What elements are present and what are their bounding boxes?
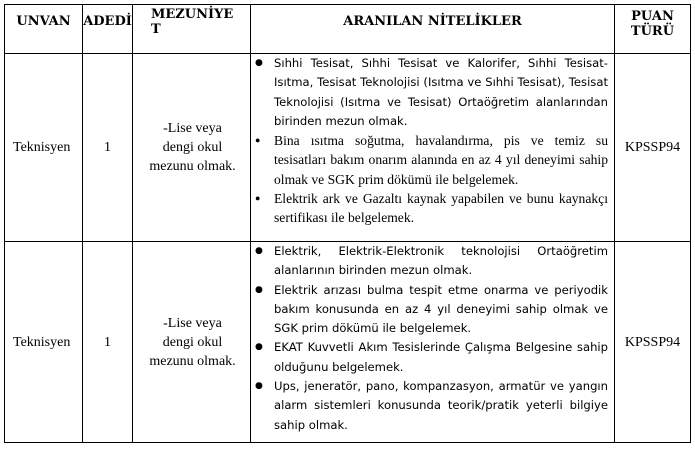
requirements-cell [251,54,615,242]
mezuniyet-cell [133,54,251,242]
mezuniyet-line: -Lise veya [163,121,222,136]
adet-cell: 1 [83,242,133,443]
mezuniyet-cell [133,242,251,443]
job-requirements-table [4,4,691,443]
puan-cell: KPSSP94 [615,242,691,443]
mezuniyet-line: dengi okul [162,334,223,350]
header-adet: ADEDİ [83,5,133,54]
requirements-cell [251,242,615,443]
table-row [5,54,691,242]
header-row [5,5,691,54]
requirements-list [255,54,608,228]
header-unvan: UNVAN [5,5,83,54]
header-puan [615,5,691,54]
mezuniyet-line: -Lise veya [163,315,222,331]
unvan-cell: Teknisyen [5,242,83,443]
unvan-cell: Teknisyen [5,54,83,242]
requirement-item: ● Elektrik arızası bulma tespit etme onarma ve periyodik bakım konusunda en az 4 yıl deneyimi sahip olmak ve SGK prim dökümü ile belgelemek. [255,281,608,339]
requirement-item: ● EKAT Kuvvetli Akım Tesislerinde Çalışma Belgesine sahip olduğunu belgelemek. [255,338,608,377]
table-row [5,242,691,443]
header-nitelikler: ARANILAN NİTELİKLER [251,5,615,54]
requirement-item: ● Ups, jeneratör, pano, kompanzasyon, armatür ve yangın alarm sistemleri konusunda teorik/pratik yeterli bilgiye sahip olmak. [255,377,608,435]
requirement-item: ● Sıhhi Tesisat, Sıhhi Tesisat ve Kalorifer, Sıhhi Tesisat-Isıtma, Tesisat Teknolojisi (Isıtma ve Sıhhi Tesisat), Tesisat Teknolojisi (Isıtma ve Tesisat) Ortaöğretim alanlarından birinden mezun olmak. [255,54,608,131]
requirement-item: ● Bina ısıtma soğutma, havalandırma, pis ve temiz su tesisatları bakım onarım alanında en az 4 yıl deneyimi sahip olmak ve SGK prim dökümü ile belgelemek. [255,131,608,189]
mezuniyet-line: mezunu olmak. [149,353,236,369]
mezuniyet-line: mezunu olmak. [149,159,236,174]
header-mezuniyet: MEZUNİYE T [133,5,251,54]
requirements-list [255,242,608,435]
requirement-item: ● Elektrik ark ve Gazaltı kaynak yapabilen ve bunu kaynakçı sertifikası ile belgelemek. [255,189,608,228]
mezuniyet-line: dengi okul [162,140,223,155]
puan-cell: KPSSP94 [615,54,691,242]
header-puan-line2: TÜRÜ [630,24,675,39]
requirement-item: ● Elektrik, Elektrik-Elektronik teknolojisi Ortaöğretim alanlarının birinden mezun olmak. [255,242,608,281]
adet-cell: 1 [83,54,133,242]
header-puan-line1: PUAN [631,9,674,24]
